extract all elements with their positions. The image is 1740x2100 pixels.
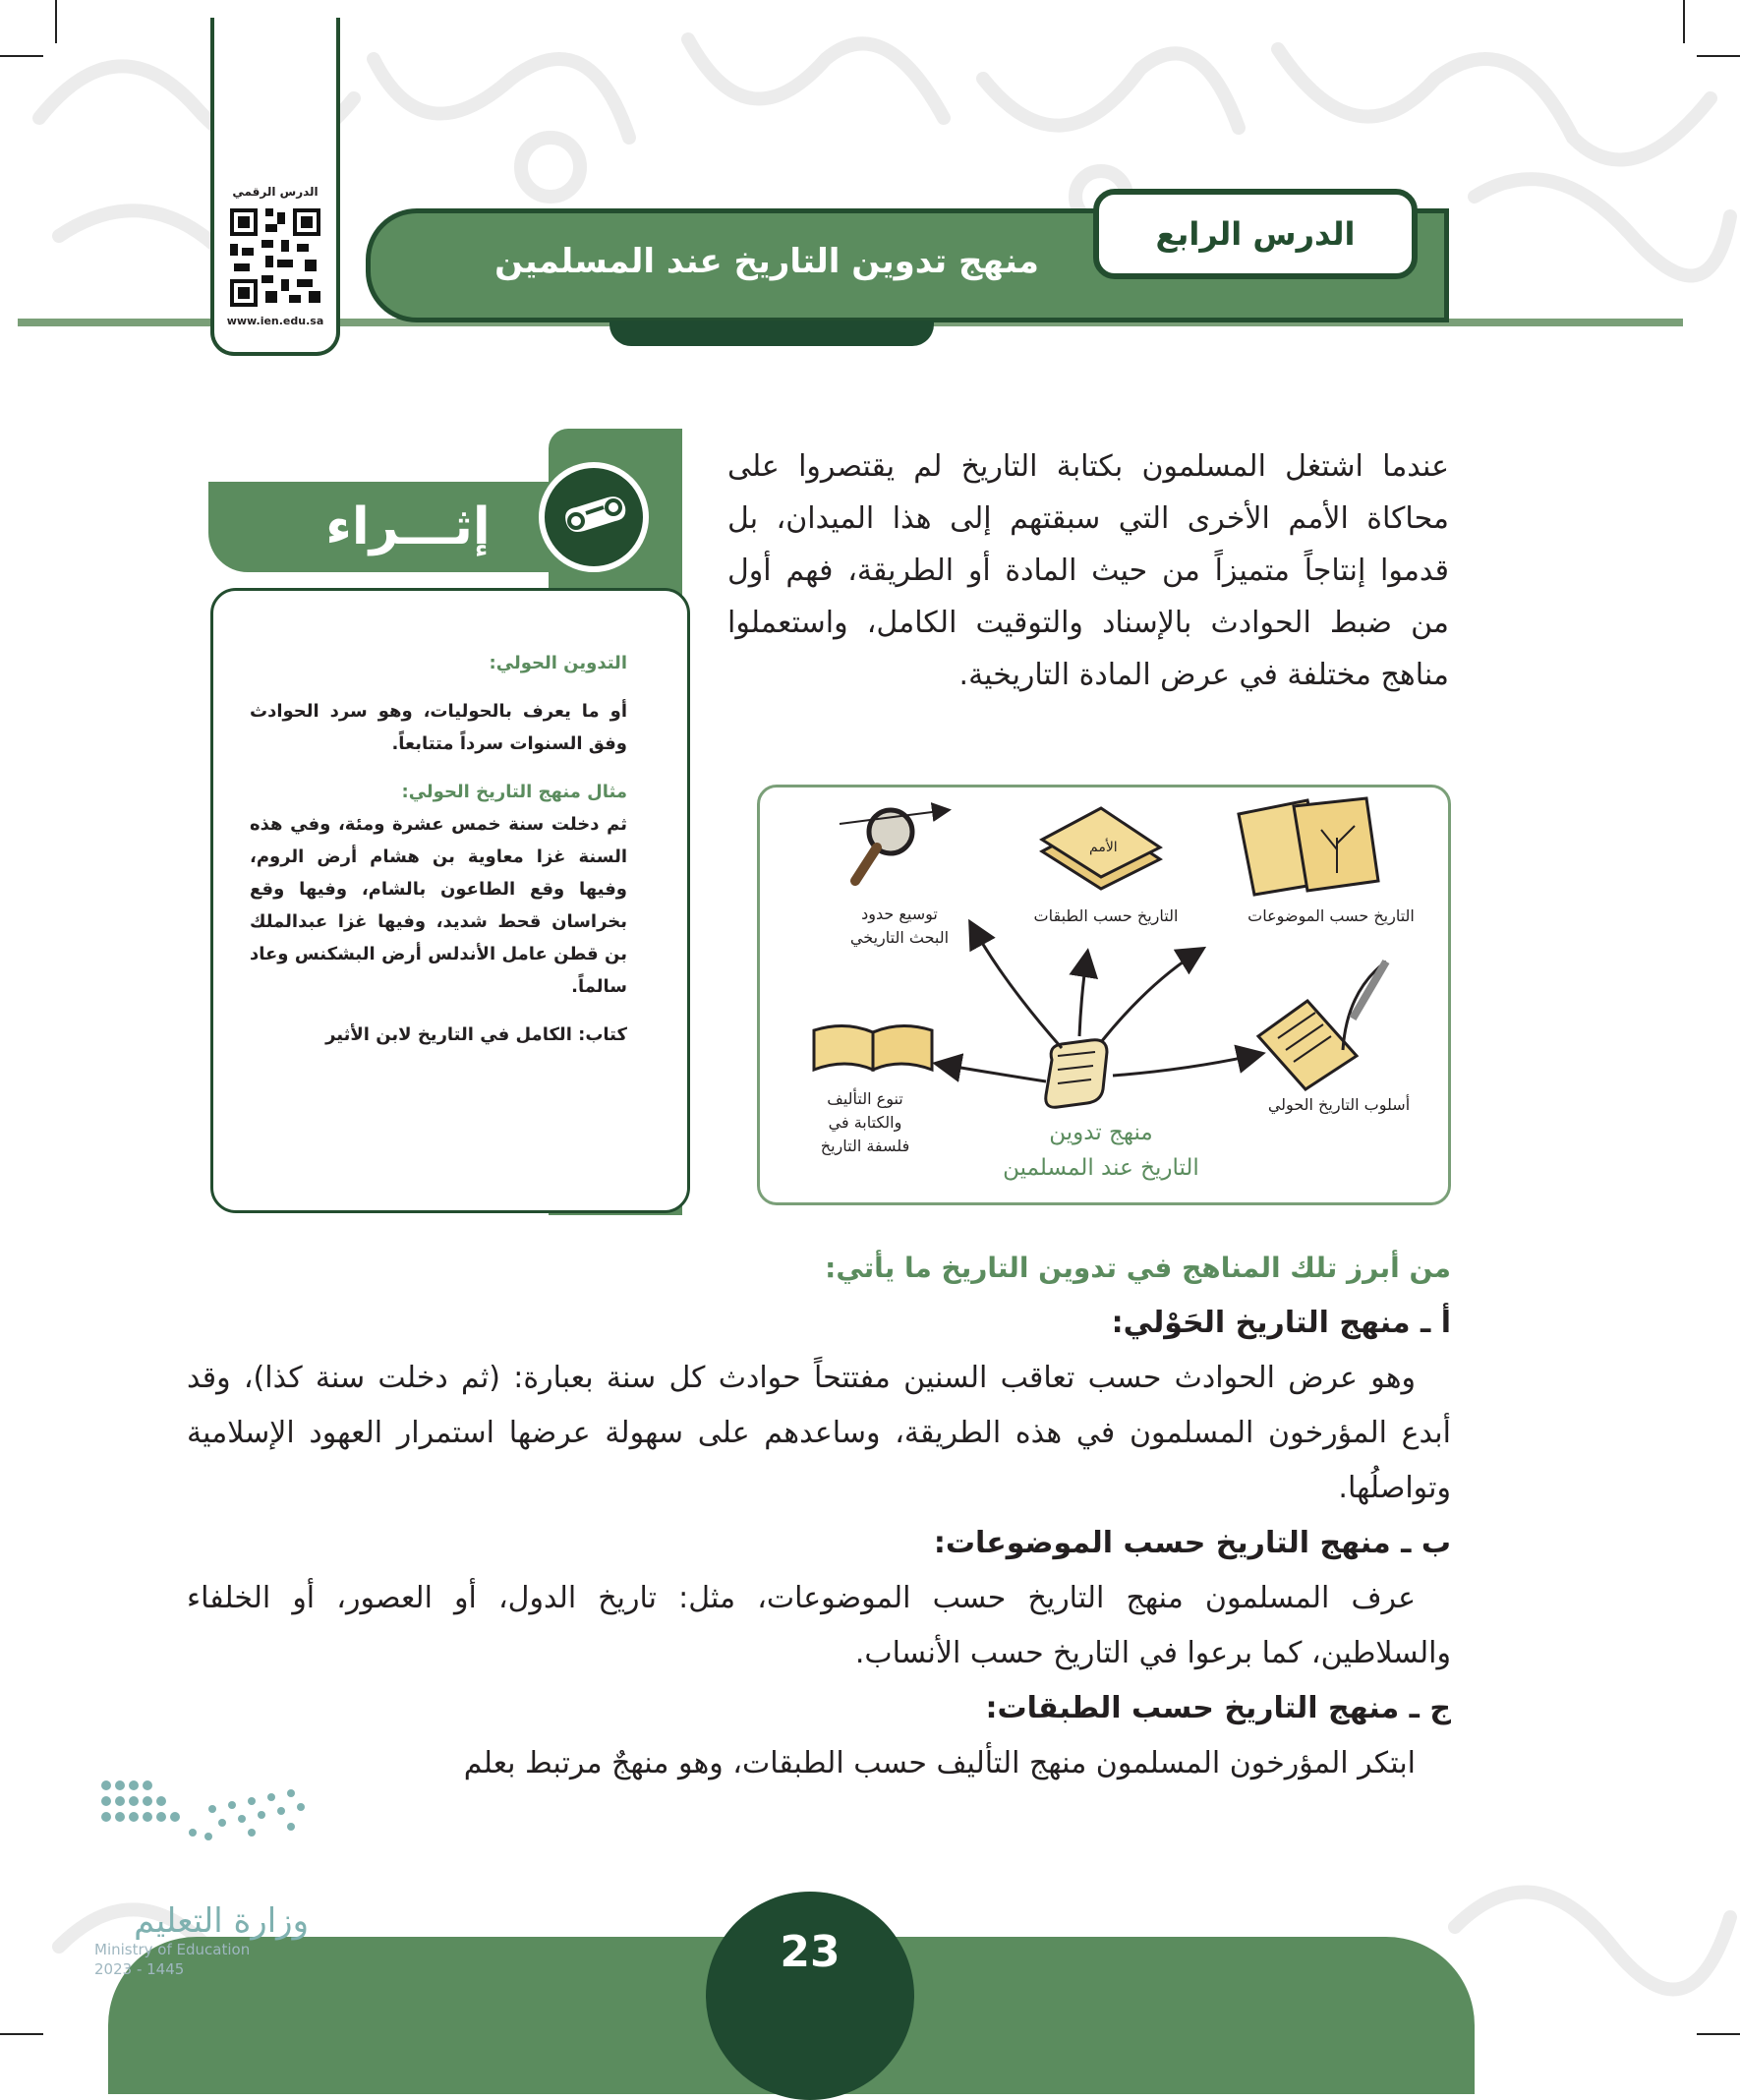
lesson-title: منهج تدوين التاريخ عند المسلمين	[494, 242, 1039, 281]
methods-lead: من أبرز تلك المناهج في تدوين التاريخ ما يأتي:	[825, 1252, 1451, 1284]
node-variety-writing	[786, 1087, 944, 1158]
node-variety-line-1: تنوع التأليف	[827, 1089, 903, 1108]
topic-papers-icon	[1239, 798, 1378, 895]
method-a-heading: أ ـ منهج التاريخ الحَوْلي:	[1111, 1306, 1451, 1340]
arrow-to-annals	[1113, 1054, 1260, 1076]
quill-paper-icon	[1258, 962, 1386, 1089]
crop-mark	[1697, 2033, 1740, 2035]
magnifier-icon	[840, 810, 948, 881]
page-number-circle	[706, 1892, 914, 2100]
method-c-heading: ج ـ منهج التاريخ حسب الطبقات:	[985, 1691, 1451, 1725]
node-expand-research	[816, 903, 983, 950]
ministry-year: 2023 - 1445	[94, 1960, 185, 1978]
method-a-text: وهو عرض الحوادث حسب تعاقب السنين مفتتحاً حوادث كل سنة بعبارة: (ثم دخلت سنة كذا)، وقد أبدع المؤرخون المسلمون في هذه الطريقة، وساعدهم على سهولة عرضها استمرار العهود الإسلامية وتواصلُها.	[187, 1361, 1451, 1505]
methods-section	[187, 1241, 1451, 1791]
method-b-heading: ب ـ منهج التاريخ حسب الموضوعات:	[933, 1526, 1451, 1560]
method-b-text: عرف المسلمون منهج التاريخ حسب الموضوعات، مثل: تاريخ الدول، أو العصور، أو الخلفاء والسلاطين، كما برعوا في التاريخ حسب الأنساب.	[187, 1581, 1451, 1670]
diagram-center-line-2: التاريخ عند المسلمين	[1003, 1155, 1199, 1181]
page-number: 23	[780, 1927, 841, 1977]
node-expand-line-1: توسيع حدود	[861, 904, 938, 923]
arrow-to-topics	[1101, 950, 1201, 1042]
central-scroll-icon	[1046, 1040, 1107, 1108]
enrichment-text-annals: أو ما يعرف بالحوليات، وهو سرد الحوادث وفق السنوات سرداً متتابعاً.	[250, 701, 627, 754]
crop-mark	[0, 2033, 43, 2035]
arrow-to-expand	[971, 924, 1062, 1048]
arrow-to-variety	[938, 1064, 1046, 1081]
node-history-topics: التاريخ حسب الموضوعات	[1247, 906, 1415, 925]
stacked-papers-icon	[1042, 808, 1160, 889]
arrow-to-classes	[1079, 954, 1087, 1036]
enrichment-text-example: ثم دخلت سنة خمس عشرة ومئة، وفي هذه السنة غزا معاوية بن هشام أرض الروم، وفيها وقع الطاعون بالشام، وفيها وقع بخراسان قحط شديد، وفيها غزا عبدالملك بن قطن عامل الأندلس أرض البشكنس وعاد سالماً.	[250, 814, 627, 997]
node-variety-line-3: فلسفة التاريخ	[820, 1137, 910, 1155]
crop-mark	[1683, 0, 1685, 43]
book-label: الأمم	[1089, 840, 1118, 855]
ministry-name-arabic: وزارة التعليم	[134, 1901, 309, 1941]
crop-mark	[55, 0, 57, 43]
ministry-name-english: Ministry of Education	[94, 1941, 251, 1958]
enrichment-content	[250, 647, 627, 1197]
scroll-icon	[556, 484, 631, 551]
node-variety-line-2: والكتابة في	[828, 1113, 902, 1132]
intro-paragraph: عندما اشتغل المسلمون بكتابة التاريخ لم يقتصروا على محاكاة الأمم الأخرى التي سبقتهم إلى هذا الميدان، بل قدموا إنتاجاً متميزاً من حيث المادة أو الطريقة، فهم أول من ضبط الحوادث بالإسناد والتوقيت الكامل، واستعملوا مناهج مختلفة في عرض المادة التاريخية.	[727, 449, 1449, 692]
ministry-logo-icon	[94, 1766, 311, 1882]
diagram-center-line-1: منهج تدوين	[1049, 1120, 1153, 1145]
method-c-text: ابتكر المؤرخون المسلمون منهج التأليف حسب الطبقات، وهو منهجٌ مرتبط بعلم	[463, 1746, 1416, 1780]
lesson-title-band-tab	[609, 321, 934, 346]
digital-lesson-url[interactable]: www.ien.edu.sa	[226, 315, 324, 327]
node-expand-line-2: البحث التاريخي	[849, 928, 950, 947]
crop-mark	[1697, 55, 1740, 57]
crop-mark	[0, 55, 43, 57]
node-history-classes: التاريخ حسب الطبقات	[1033, 906, 1179, 925]
node-annals-style: أسلوب التاريخ الحولي	[1267, 1095, 1411, 1114]
diagram-center-label	[973, 1115, 1229, 1186]
digital-lesson-label: الدرس الرقمي	[232, 185, 319, 199]
enrichment-heading-example: مثال منهج التاريخ الحولي:	[401, 782, 627, 802]
enrichment-title: إثـــراء	[325, 497, 491, 556]
qr-code-icon[interactable]	[230, 208, 320, 307]
enrichment-heading-annals: التدوين الحولي:	[489, 653, 627, 673]
open-book-icon	[814, 1025, 932, 1070]
lesson-label: الدرس الرابع	[1155, 215, 1356, 253]
enrichment-source: كتاب: الكامل في التاريخ لابن الأثير	[325, 1024, 627, 1045]
